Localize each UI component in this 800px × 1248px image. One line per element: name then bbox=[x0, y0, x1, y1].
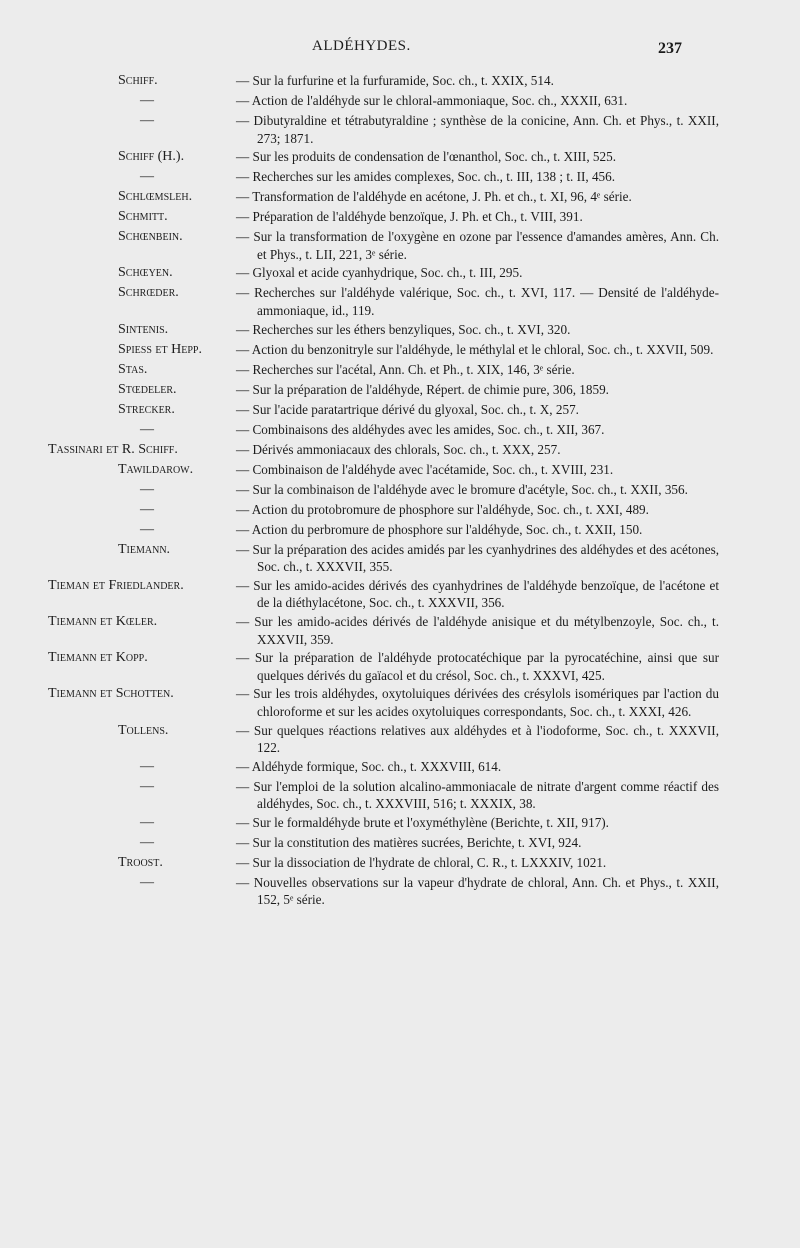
entry-author: Schmitt. bbox=[118, 209, 168, 225]
entry-reference: — Combinaison de l'aldéhyde avec l'acétamide, Soc. ch., t. XVIII, 231. bbox=[236, 461, 614, 477]
bibliography-entry bbox=[0, 814, 800, 833]
bibliography-entry bbox=[0, 854, 800, 873]
bibliography-entry bbox=[0, 874, 800, 909]
entry-author: Strecker. bbox=[118, 401, 175, 417]
entry-author: Tollens. bbox=[118, 722, 169, 738]
entry-reference: — Transformation de l'aldéhyde en acétone, J. Ph. et ch., t. XI, 96, 4ᵉ série. bbox=[236, 189, 632, 205]
entry-reference: — Recherches sur l'acétal, Ann. Ch. et Ph., t. XIX, 146, 3ᵉ série. bbox=[236, 361, 575, 377]
entry-reference: — Aldéhyde formique, Soc. ch., t. XXXVIII, 614. bbox=[236, 758, 502, 774]
entry-reference: — Sur les amido-acides dérivés de l'aldéhyde anisique et du métylbenzoyle, Soc. ch., t. XXXVII, 359. bbox=[236, 613, 719, 647]
entry-author: Tassinari et R. Schiff. bbox=[48, 441, 178, 457]
entry-author: — bbox=[140, 93, 154, 108]
bibliography-entry bbox=[0, 577, 800, 612]
entry-author: — bbox=[140, 874, 154, 890]
entry-reference: — Glyoxal et acide cyanhydrique, Soc. ch., t. III, 295. bbox=[236, 265, 523, 281]
entry-reference: — Recherches sur l'aldéhyde valérique, Soc. ch., t. XVI, 117. — Densité de l'aldéhyde-ammoniaque, id., 119. bbox=[236, 285, 719, 318]
entry-author: Tiemann et Kopp. bbox=[48, 650, 148, 666]
entry-reference: — Combinaisons des aldéhydes avec les amides, Soc. ch., t. XII, 367. bbox=[236, 421, 605, 437]
entry-reference: — Sur la furfurine et la furfuramide, Soc. ch., t. XXIX, 514. bbox=[236, 73, 554, 88]
bibliography-entry bbox=[0, 321, 800, 340]
entry-author: Sintenis. bbox=[118, 321, 169, 337]
entry-author: Tiemann. bbox=[118, 541, 171, 557]
entry-reference: — Sur l'acide paratartrique dérivé du glyoxal, Soc. ch., t. X, 257. bbox=[236, 401, 579, 417]
bibliography-entry bbox=[0, 208, 800, 227]
entry-reference: — Sur les amido-acides dérivés des cyanhydrines de l'aldéhyde benzoïque, de l'acétone et de la diéthylacétone, Soc. ch., t. XXXVII, 356. bbox=[236, 577, 719, 611]
bibliography-list bbox=[0, 72, 800, 910]
entry-reference: — Sur la préparation de l'aldéhyde protocatéchique par la pyrocatéchine, ainsi que sur quelques dérivés du gaïacol et du crésol, Soc. ch., t. XXXVI, 425. bbox=[236, 650, 719, 683]
entry-reference: — Sur la transformation de l'oxygène en ozone par l'essence d'amandes amères, Ann. Ch. et Phys., t. LII, 221, 3ᵉ série. bbox=[236, 229, 719, 262]
entry-author: Schrœder. bbox=[118, 285, 179, 301]
entry-author: — bbox=[140, 113, 154, 128]
page-header bbox=[0, 38, 800, 60]
entry-reference: — Sur la dissociation de l'hydrate de chloral, C. R., t. LXXXIV, 1021. bbox=[236, 854, 607, 870]
entry-author: — bbox=[140, 481, 154, 497]
bibliography-entry bbox=[0, 521, 800, 540]
entry-author: Tawildarow. bbox=[118, 461, 194, 477]
entry-author: — bbox=[140, 421, 154, 437]
bibliography-entry bbox=[0, 722, 800, 757]
entry-author: Tieman et Friedlander. bbox=[48, 577, 184, 593]
entry-reference: — Action de l'aldéhyde sur le chloral-ammoniaque, Soc. ch., XXXII, 631. bbox=[236, 93, 628, 108]
bibliography-entry bbox=[0, 112, 800, 147]
entry-reference: — Préparation de l'aldéhyde benzoïque, J. Ph. et Ch., t. VIII, 391. bbox=[236, 209, 583, 225]
bibliography-entry bbox=[0, 92, 800, 111]
entry-reference: — Recherches sur les amides complexes, Soc. ch., t. III, 138 ; t. II, 456. bbox=[236, 169, 616, 185]
bibliography-entry bbox=[0, 685, 800, 720]
entry-reference: — Dibutyraldine et tétrabutyraldine ; synthèse de la conicine, Ann. Ch. et Phys., t. XXII, 273; 1871. bbox=[236, 113, 719, 146]
bibliography-entry bbox=[0, 441, 800, 460]
bibliography-entry bbox=[0, 778, 800, 813]
entry-reference: — Sur les trois aldéhydes, oxytoluiques dérivées des crésylols isomériques par l'action du chloroforme et sur les acides oxytoluiques correspondants, Soc. ch., t. XXXI, 426. bbox=[236, 686, 719, 719]
bibliography-entry bbox=[0, 421, 800, 440]
entry-author: — bbox=[140, 834, 154, 850]
entry-reference: — Action du protobromure de phosphore sur l'aldéhyde, Soc. ch., t. XXI, 489. bbox=[236, 501, 649, 517]
entry-author: Schœnbein. bbox=[118, 229, 183, 245]
bibliography-entry bbox=[0, 284, 800, 319]
entry-reference: — Sur l'emploi de la solution alcalino-ammoniacale de nitrate d'argent comme réactif des aldéhydes, Soc. ch., t. XXXVIII, 516; t. XXXIX, 38. bbox=[236, 778, 719, 812]
entry-reference: — Sur la constitution des matières sucrées, Berichte, t. XVI, 924. bbox=[236, 834, 582, 850]
entry-reference: — Sur la préparation des acides amidés par les cyanhydrines des aldéhydes et des acétones, Soc. ch., t. XXXVII, 355. bbox=[236, 541, 720, 575]
running-title: ALDÉHYDES. bbox=[312, 38, 411, 54]
entry-author: Spiess et Hepp. bbox=[118, 341, 202, 357]
entry-reference: — Action du benzonitryle sur l'aldéhyde, le méthylal et le chloral, Soc. ch., t. XXVII, 509. bbox=[236, 341, 714, 357]
entry-reference: — Sur les produits de condensation de l'œnanthol, Soc. ch., t. XIII, 525. bbox=[236, 149, 616, 165]
bibliography-entry bbox=[0, 649, 800, 684]
bibliography-entry bbox=[0, 148, 800, 167]
bibliography-entry bbox=[0, 758, 800, 777]
entry-author: — bbox=[140, 778, 154, 794]
entry-reference: — Action du perbromure de phosphore sur l'aldéhyde, Soc. ch., t. XXII, 150. bbox=[236, 521, 643, 537]
entry-author: — bbox=[140, 169, 154, 185]
bibliography-entry bbox=[0, 401, 800, 420]
bibliography-entry bbox=[0, 481, 800, 500]
bibliography-entry bbox=[0, 541, 800, 576]
bibliography-entry bbox=[0, 381, 800, 400]
entry-author: Troost. bbox=[118, 854, 163, 870]
entry-author: Tiemann et Kœler. bbox=[48, 613, 158, 629]
bibliography-entry bbox=[0, 461, 800, 480]
bibliography-entry bbox=[0, 341, 800, 360]
entry-author: Schiff. bbox=[118, 73, 158, 88]
entry-author: — bbox=[140, 758, 154, 774]
entry-reference: — Sur la préparation de l'aldéhyde, Répert. de chimie pure, 306, 1859. bbox=[236, 381, 609, 397]
bibliography-entry bbox=[0, 361, 800, 380]
bibliography-entry bbox=[0, 168, 800, 187]
bibliography-entry bbox=[0, 264, 800, 283]
entry-author: Schlœmsleh. bbox=[118, 189, 193, 205]
entry-author: Stas. bbox=[118, 361, 148, 377]
entry-reference: — Sur la combinaison de l'aldéhyde avec le bromure d'acétyle, Soc. ch., t. XXII, 356. bbox=[236, 481, 688, 497]
entry-author: — bbox=[140, 521, 154, 537]
bibliography-entry bbox=[0, 72, 800, 91]
entry-author: Tiemann et Schotten. bbox=[48, 686, 174, 702]
page-number: 237 bbox=[658, 40, 682, 57]
bibliography-entry bbox=[0, 834, 800, 853]
entry-reference: — Sur quelques réactions relatives aux aldéhydes et à l'iodoforme, Soc. ch., t. XXXVII, 122. bbox=[236, 722, 719, 756]
bibliography-entry bbox=[0, 228, 800, 263]
bibliography-entry bbox=[0, 613, 800, 648]
entry-author: — bbox=[140, 814, 154, 830]
entry-reference: — Recherches sur les éthers benzyliques, Soc. ch., t. XVI, 320. bbox=[236, 321, 571, 337]
bibliography-entry bbox=[0, 501, 800, 520]
entry-reference: — Dérivés ammoniacaux des chlorals, Soc. ch., t. XXX, 257. bbox=[236, 441, 561, 457]
entry-reference: — Nouvelles observations sur la vapeur d'hydrate de chloral, Ann. Ch. et Phys., t. XXII, 152, 5ᵉ série. bbox=[236, 874, 719, 908]
entry-author: Schœyen. bbox=[118, 265, 173, 281]
entry-author: Schiff (H.). bbox=[118, 149, 185, 165]
entry-author: — bbox=[140, 501, 154, 517]
entry-reference: — Sur le formaldéhyde brute et l'oxyméthylène (Berichte, t. XII, 917). bbox=[236, 814, 609, 830]
bibliography-entry bbox=[0, 188, 800, 207]
entry-author: Stœdeler. bbox=[118, 381, 177, 397]
